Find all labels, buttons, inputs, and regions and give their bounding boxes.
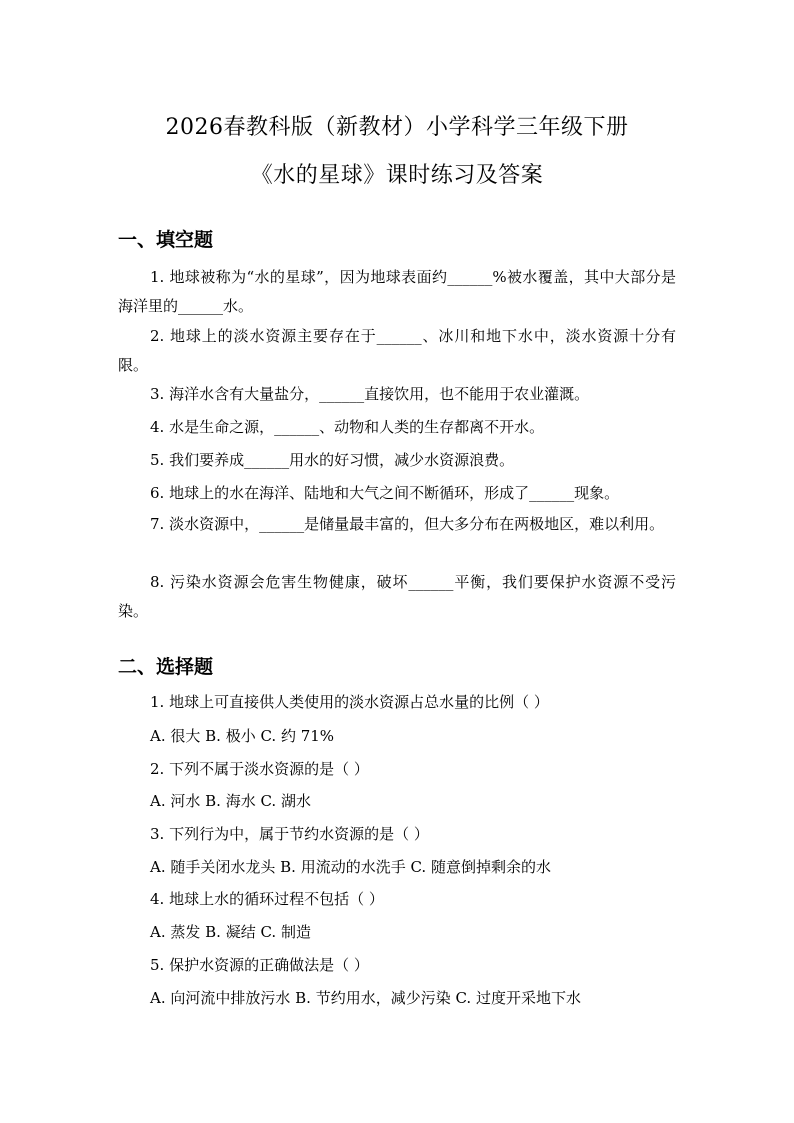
fill-blank-question: 8. 污染水资源会危害生物健康，破坏______平衡，我们要保护水资源不受污染。: [118, 573, 676, 620]
fill-blank-question: 7. 淡水资源中，______是储量最丰富的，但大多分布在两极地区，难以利用。: [150, 515, 665, 533]
choice-question-stem: 5. 保护水资源的正确做法是（ ）: [150, 956, 369, 974]
fill-blank-question: 2. 地球上的淡水资源主要存在于______、冰川和地下水中，淡水资源十分有限。: [118, 327, 676, 374]
choice-options: A. 很大 B. 极小 C. 约 71%: [150, 727, 335, 745]
section-heading-multiple-choice: 二、选择题: [118, 656, 214, 678]
section-heading-fill-blank: 一、填空题: [118, 229, 214, 251]
choice-question-stem: 2. 下列不属于淡水资源的是（ ）: [150, 760, 369, 778]
choice-options: A. 河水 B. 海水 C. 湖水: [150, 792, 311, 810]
document-title: 2026春教科版（新教材）小学科学三年级下册: [165, 115, 629, 140]
choice-options: A. 向河流中排放污水 B. 节约用水，减少污染 C. 过度开采地下水: [150, 989, 581, 1007]
document-subtitle: 《水的星球》课时练习及答案: [250, 163, 544, 188]
choice-options: A. 随手关闭水龙头 B. 用流动的水洗手 C. 随意倒掉剩余的水: [150, 858, 551, 876]
choice-question-stem: 3. 下列行为中，属于节约水资源的是（ ）: [150, 825, 429, 843]
choice-options: A. 蒸发 B. 凝结 C. 制造: [150, 923, 311, 941]
fill-blank-question: 3. 海洋水含有大量盐分，______直接饮用，也不能用于农业灌溉。: [150, 385, 590, 403]
fill-blank-question: 5. 我们要养成______用水的好习惯，减少水资源浪费。: [150, 451, 515, 469]
fill-blank-question: 4. 水是生命之源，______、动物和人类的生存都离不开水。: [150, 418, 545, 436]
choice-question-stem: 4. 地球上水的循环过程不包括（ ）: [150, 890, 384, 908]
choice-question-stem: 1. 地球上可直接供人类使用的淡水资源占总水量的比例（ ）: [150, 693, 549, 711]
fill-blank-question: 6. 地球上的水在海洋、陆地和大气之间不断循环，形成了______现象。: [150, 484, 620, 502]
fill-blank-question: 1. 地球被称为“水的星球”，因为地球表面约______%被水覆盖，其中大部分是海洋里的______水。: [118, 268, 676, 315]
